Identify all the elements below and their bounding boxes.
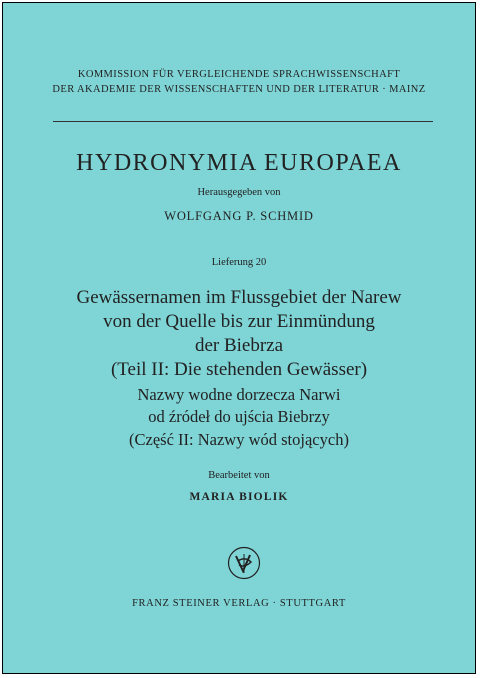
divider-rule bbox=[53, 121, 433, 122]
author-prefix: Bearbeitet von bbox=[208, 470, 270, 481]
title-de-line-2: von der Quelle bis zur Einmündung bbox=[103, 311, 375, 332]
title-de-line-1: Gewässernamen im Flussgebiet der Narew bbox=[76, 287, 402, 308]
editor-name: WOLFGANG P. SCHMID bbox=[164, 209, 314, 223]
series-title: HYDRONYMIA EUROPAEA bbox=[76, 150, 402, 176]
author-name: MARIA BIOLIK bbox=[189, 491, 289, 503]
publisher-monogram-icon bbox=[227, 546, 261, 580]
title-pl-line-1: Nazwy wodne dorzecza Narwi bbox=[137, 385, 341, 404]
title-pl-line-3: (Część II: Nazwy wód stojących) bbox=[129, 430, 349, 449]
title-pl-line-2: od źródeł do ujścia Biebrzy bbox=[148, 407, 330, 426]
book-cover bbox=[2, 2, 476, 674]
institution-line-2: DER AKADEMIE DER WISSENSCHAFTEN UND DER LITERATUR · MAINZ bbox=[52, 84, 426, 95]
publisher-name: FRANZ STEINER VERLAG · STUTTGART bbox=[132, 598, 346, 609]
title-de-line-4: (Teil II: Die stehenden Gewässer) bbox=[110, 359, 368, 380]
institution-line-1: KOMMISSION FÜR VERGLEICHENDE SPRACHWISSENSCHAFT bbox=[77, 69, 401, 80]
title-de-line-3: der Biebrza bbox=[194, 335, 284, 356]
editor-prefix: Herausgegeben von bbox=[197, 187, 281, 198]
issue-number: Lieferung 20 bbox=[211, 257, 267, 268]
